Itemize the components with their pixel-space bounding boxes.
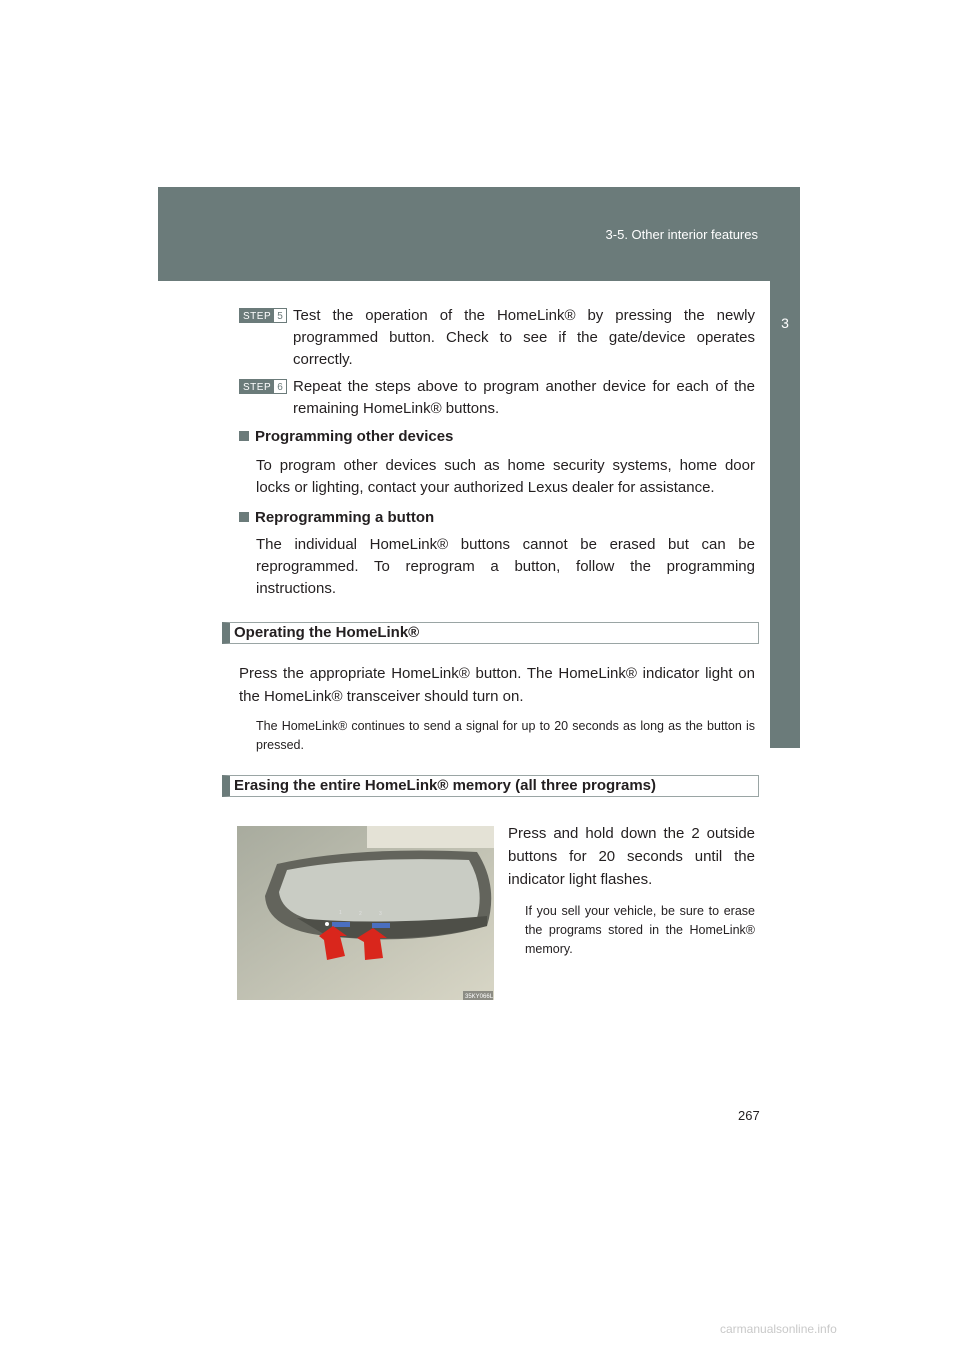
chapter-label: Interior features [757,688,771,773]
homelink-button-1 [332,922,350,927]
subsection-heading: Reprogramming a button [239,509,434,526]
svg-text:3: 3 [379,911,382,917]
square-bullet-icon [239,431,249,441]
step-5 [239,305,755,371]
subsection-heading: Programming other devices [239,428,453,445]
image-code: 35KY066L [465,994,494,1000]
watermark: carmanualsonline.info [720,1322,837,1336]
svg-text:1: 1 [339,910,342,916]
erasing-note: If you sell your vehicle, be sure to erase the programs stored in the HomeLink® memory. [525,904,755,956]
section-header [158,187,800,281]
chapter-number: 3 [781,315,789,331]
svg-text:2: 2 [359,911,362,917]
homelink-button-3 [372,923,390,928]
erasing-text: Press and hold down the 2 outside buttons for 20 seconds until the indicator light flashes. [508,825,755,888]
mirror-photo [237,826,494,1000]
step-text: Repeat the steps above to program another device for each of the remaining HomeLink® buttons. [293,378,755,417]
step-text: Test the operation of the HomeLink® by pressing the newly programmed button. Check to see if the gate/device operates correctly. [293,307,755,368]
subsection-text: The individual HomeLink® buttons cannot be erased but can be reprogrammed. To reprogram a button, follow the programming instructions. [256,536,755,597]
section-title: 3-5. Other interior features [605,227,758,242]
page-number: 267 [738,1108,760,1123]
section-bar-erasing: Erasing the entire HomeLink® memory (all three programs) [222,775,759,797]
operating-note: The HomeLink® continues to send a signal for up to 20 seconds as long as the button is pressed. [256,719,755,752]
step-badge: STEP 5 [239,308,287,323]
step-6 [239,376,755,420]
operating-text: Press the appropriate HomeLink® button. The HomeLink® indicator light on the HomeLink® transceiver should turn on. [239,665,755,705]
step-badge: STEP 6 [239,379,287,394]
square-bullet-icon [239,512,249,522]
chapter-tab [770,281,800,748]
subsection-text: To program other devices such as home security systems, home door locks or lighting, contact your authorized Lexus dealer for assistance. [256,457,755,496]
section-bar-operating: Operating the HomeLink® [222,622,759,644]
